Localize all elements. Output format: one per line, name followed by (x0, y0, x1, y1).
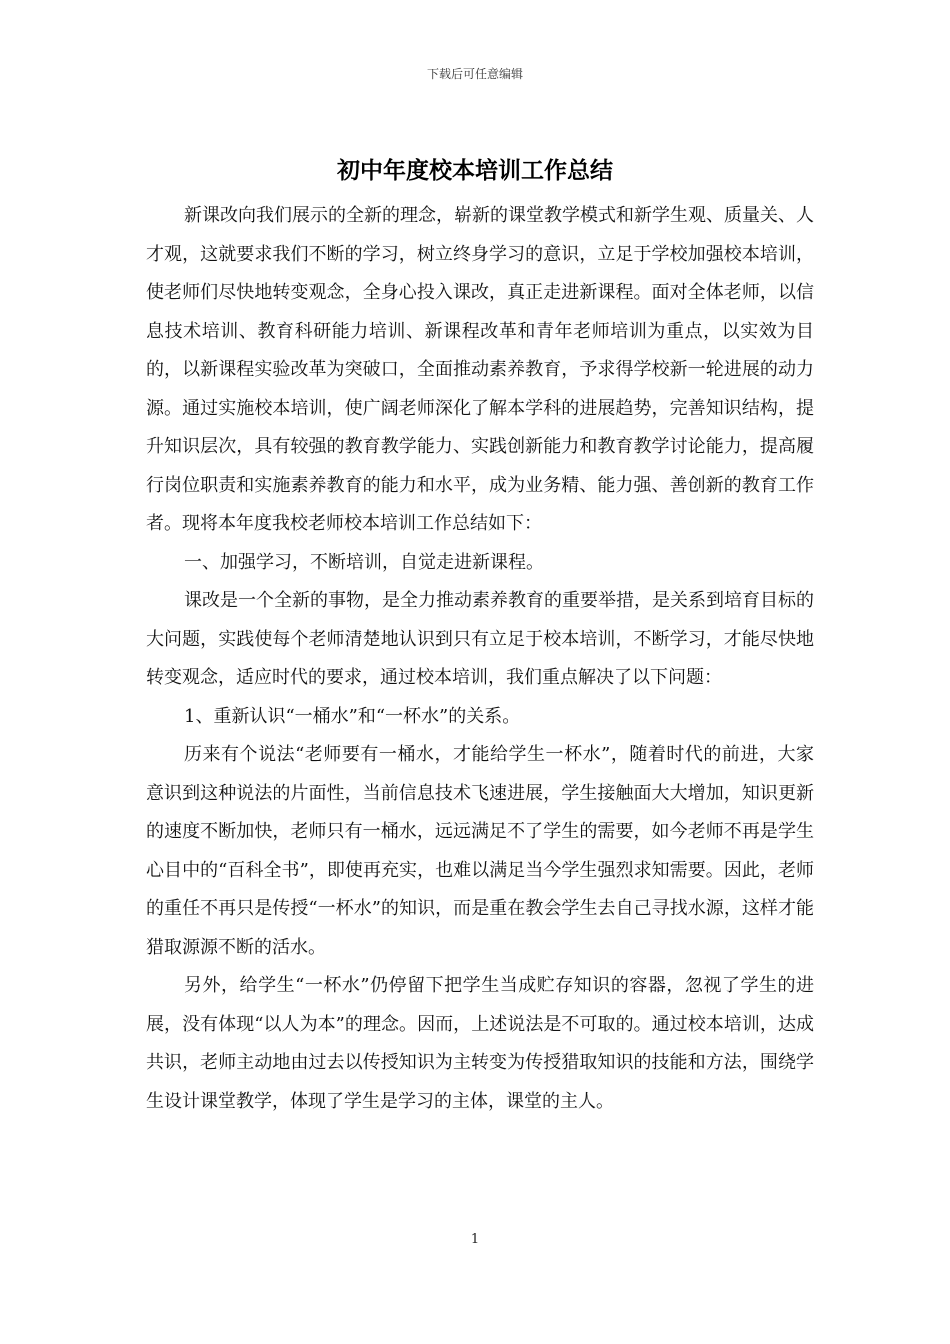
paragraph-curriculum-reform: 课改是一个全新的事物，是全力推动素养教育的重要举措，是关系到培育目标的大问题，实践使每个老师清楚地认识到只有立足于校本培训，不断学习，才能尽快地转变观念，适应时代的要求，通过校本培训，我们重点解决了以下问题： (146, 590, 814, 688)
document-body (146, 197, 814, 1121)
paragraph-bucket-of-water: 历来有个说法“老师要有一桶水，才能给学生一杯水”，随着时代的前进，大家意识到这种说法的片面性，当前信息技术飞速进展，学生接触面大大增加，知识更新的速度不断加快，老师只有一桶水，远远满足不了学生的需要，如今老师不再是学生心目中的“百科全书”，即使再充实，也难以满足当今学生强烈求知需要。因此，老师的重任不再只是传授“一杯水”的知识，而是重在教会学生去自己寻找水源，这样才能猎取源源不断的活水。 (146, 744, 814, 958)
subheading-1: 1、重新认识“一桶水”和“一杯水”的关系。 (184, 705, 521, 727)
section-heading-1: 一、加强学习，不断培训，自觉走进新课程。 (184, 551, 544, 573)
paragraph-intro: 新课改向我们展示的全新的理念，崭新的课堂教学模式和新学生观、质量关、人才观，这就要求我们不断的学习，树立终身学习的意识，立足于学校加强校本培训，使老师们尽快地转变观念，全身心投入课改，真正走进新课程。面对全体老师，以信息技术培训、教育科研能力培训、新课程改革和青年老师培训为重点，以实效为目的，以新课程实验改革为突破口，全面推动素养教育，予求得学校新一轮进展的动力源。通过实施校本培训，使广阔老师深化了解本学科的进展趋势，完善知识结构，提升知识层次，具有较强的教育教学能力、实践创新能力和教育教学讨论能力，提高履行岗位职责和实施素养教育的能力和水平，成为业务精、能力强、善创新的教育工作者。现将本年度我校老师校本培训工作总结如下： (146, 205, 814, 534)
document-title: 初中年度校本培训工作总结 (337, 157, 613, 184)
page-number: 1 (470, 1232, 480, 1247)
paragraph-additionally: 另外，给学生“一杯水”仍停留下把学生当成贮存知识的容器，忽视了学生的进展，没有体现“以人为本”的理念。因而，上述说法是不可取的。通过校本培训，达成共识，老师主动地由过去以传授知识为主转变为传授猎取知识的技能和方法，围绕学生设计课堂教学，体现了学生是学习的主体，课堂的主人。 (146, 975, 814, 1112)
page-header: 下载后可任意编辑 (426, 67, 523, 81)
